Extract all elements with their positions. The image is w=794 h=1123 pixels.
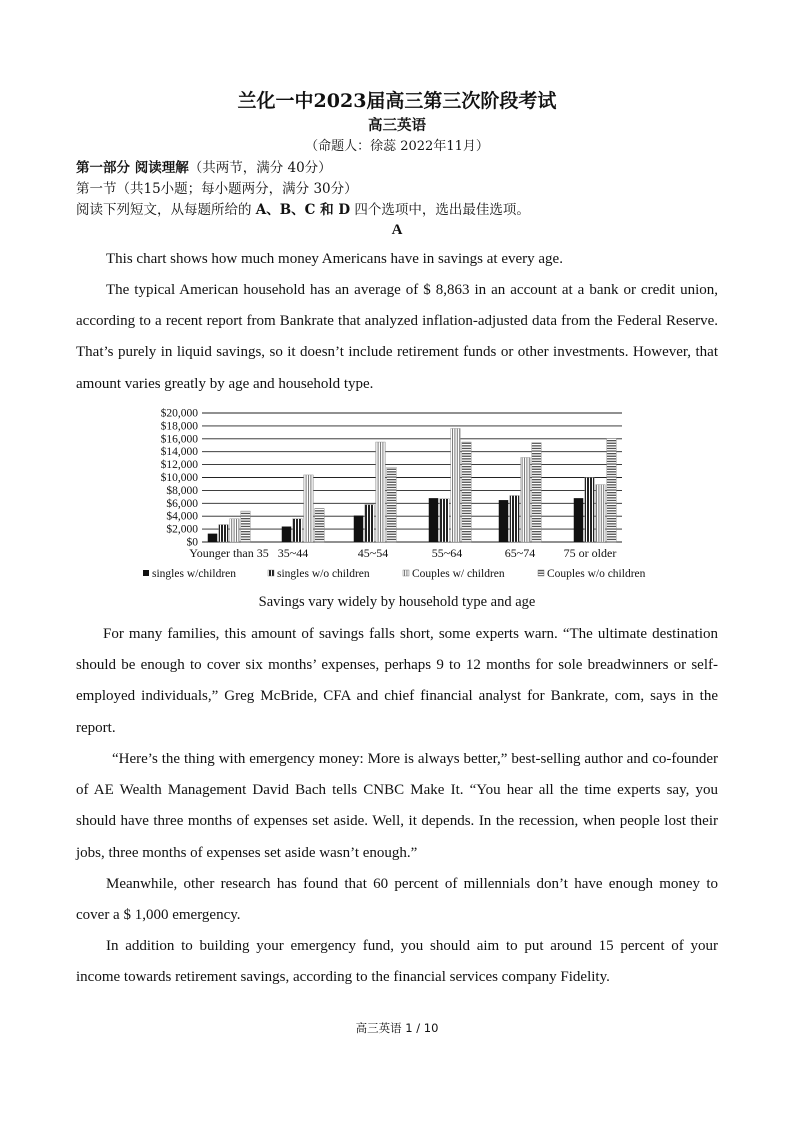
legend-swatch [143, 570, 149, 576]
x-category-label: 45~54 [357, 546, 389, 560]
bar [208, 534, 218, 542]
bar [499, 500, 509, 542]
y-tick-label: $0 [186, 536, 198, 549]
bar [607, 439, 617, 542]
y-tick-label: $6,000 [166, 497, 198, 510]
y-tick-label: $2,000 [166, 523, 198, 536]
x-category-label: 65~74 [504, 546, 536, 560]
bar [585, 478, 595, 543]
bar [521, 458, 531, 542]
instruction-text-b: 四个选项中，选出最佳选项。 [350, 202, 530, 218]
y-tick-label: $16,000 [160, 433, 198, 446]
legend-label: singles w/o children [277, 568, 370, 580]
legend-swatch [268, 570, 274, 576]
instruction-options: A、B、C 和 D [255, 202, 351, 218]
bar [354, 516, 364, 542]
bar [596, 485, 606, 542]
bar [219, 525, 229, 542]
bar [376, 442, 386, 542]
paragraph-2: The typical American household has an average of $ 8,863 in an account at a bank or credit union, according to a recent report from Bankrate that analyzed inflation-adjusted data from the Federal Reserve. That’s purely in liquid savings, so it doesn’t include retirement funds or other investments. However, that amount varies greatly by age and household type. [76, 282, 718, 392]
part-label: 第一部分 阅读理解 [76, 160, 189, 176]
legend-label: singles w/children [152, 568, 236, 580]
savings-bar-chart [140, 401, 665, 591]
legend-swatch [403, 570, 409, 576]
legend-label: Couples w/ children [412, 568, 505, 580]
instructions [76, 198, 530, 218]
instruction-text-a: 阅读下列短文，从每题所给的 [76, 202, 256, 218]
legend-swatch [538, 570, 544, 576]
bar [387, 467, 397, 542]
bar [304, 475, 314, 542]
paragraph-1: This chart shows how much money Americans have in savings at every age. [106, 251, 563, 267]
x-category-label: 55~64 [431, 546, 463, 560]
paragraph-4: “Here’s the thing with emergency money: More is always better,” best-selling author and co-founder of AE Wealth Management David Bach tells CNBC Make It. “You hear all the time experts say, you should have three months of expenses set aside. Well, it depends. In the recession, when people lost their jobs, three months of expenses set aside wasn’t enough.” [76, 751, 718, 861]
exam-author: （命题人：徐蕊 2022年11月） [305, 139, 489, 154]
x-category-label: Younger than 35 [189, 546, 269, 560]
part-heading [76, 156, 332, 176]
part-note: （共两节，满分 40分） [188, 160, 332, 176]
bar [230, 519, 240, 542]
bar [365, 505, 375, 542]
paragraph-6: In addition to building your emergency fund, you should aim to put around 15 percent of your income towards retirement savings, according to the financial services company Fidelity. [76, 938, 718, 986]
exam-subtitle: 高三英语 [368, 117, 426, 134]
bar [440, 499, 450, 542]
bar [462, 442, 472, 542]
y-tick-label: $4,000 [166, 510, 198, 523]
y-tick-label: $10,000 [160, 472, 198, 484]
paragraph-3: For many families, this amount of savings falls short, some experts warn. “The ultimate destination should be enough to cover six months’ expenses, perhaps 9 to 12 months for sole breadwinners or self-employed individuals,” Greg McBride, CFA and chief financial analyst for Bankrate, com, says in the report. [76, 626, 718, 736]
exam-title: 兰化一中2023届高三第三次阶段考试 [237, 90, 557, 112]
bar [282, 527, 292, 542]
y-tick-label: $18,000 [160, 420, 198, 433]
section-heading: 第一节（共15小题；每小题两分，满分 30分） [76, 181, 358, 197]
bar [451, 428, 461, 542]
y-tick-label: $14,000 [160, 446, 198, 459]
paragraph-5: Meanwhile, other research has found that 60 percent of millennials don’t have enough money to cover a $ 1,000 emergency. [76, 876, 718, 924]
bar [315, 508, 325, 542]
legend-label: Couples w/o children [547, 568, 646, 580]
bar [532, 443, 542, 542]
bar [429, 498, 439, 542]
bar [574, 498, 584, 542]
page-footer: 高三英语 1 / 10 [355, 1021, 439, 1035]
bar [510, 496, 520, 542]
x-category-label: 35~44 [277, 546, 309, 560]
chart-caption: Savings vary widely by household type and age [258, 594, 536, 610]
bar [293, 519, 303, 542]
y-tick-label: $20,000 [160, 407, 198, 420]
bar [241, 511, 251, 542]
passage-letter: A [391, 222, 403, 238]
y-tick-label: $12,000 [160, 459, 198, 472]
y-tick-label: $8,000 [166, 484, 198, 497]
x-category-label: 75 or older [563, 546, 617, 560]
